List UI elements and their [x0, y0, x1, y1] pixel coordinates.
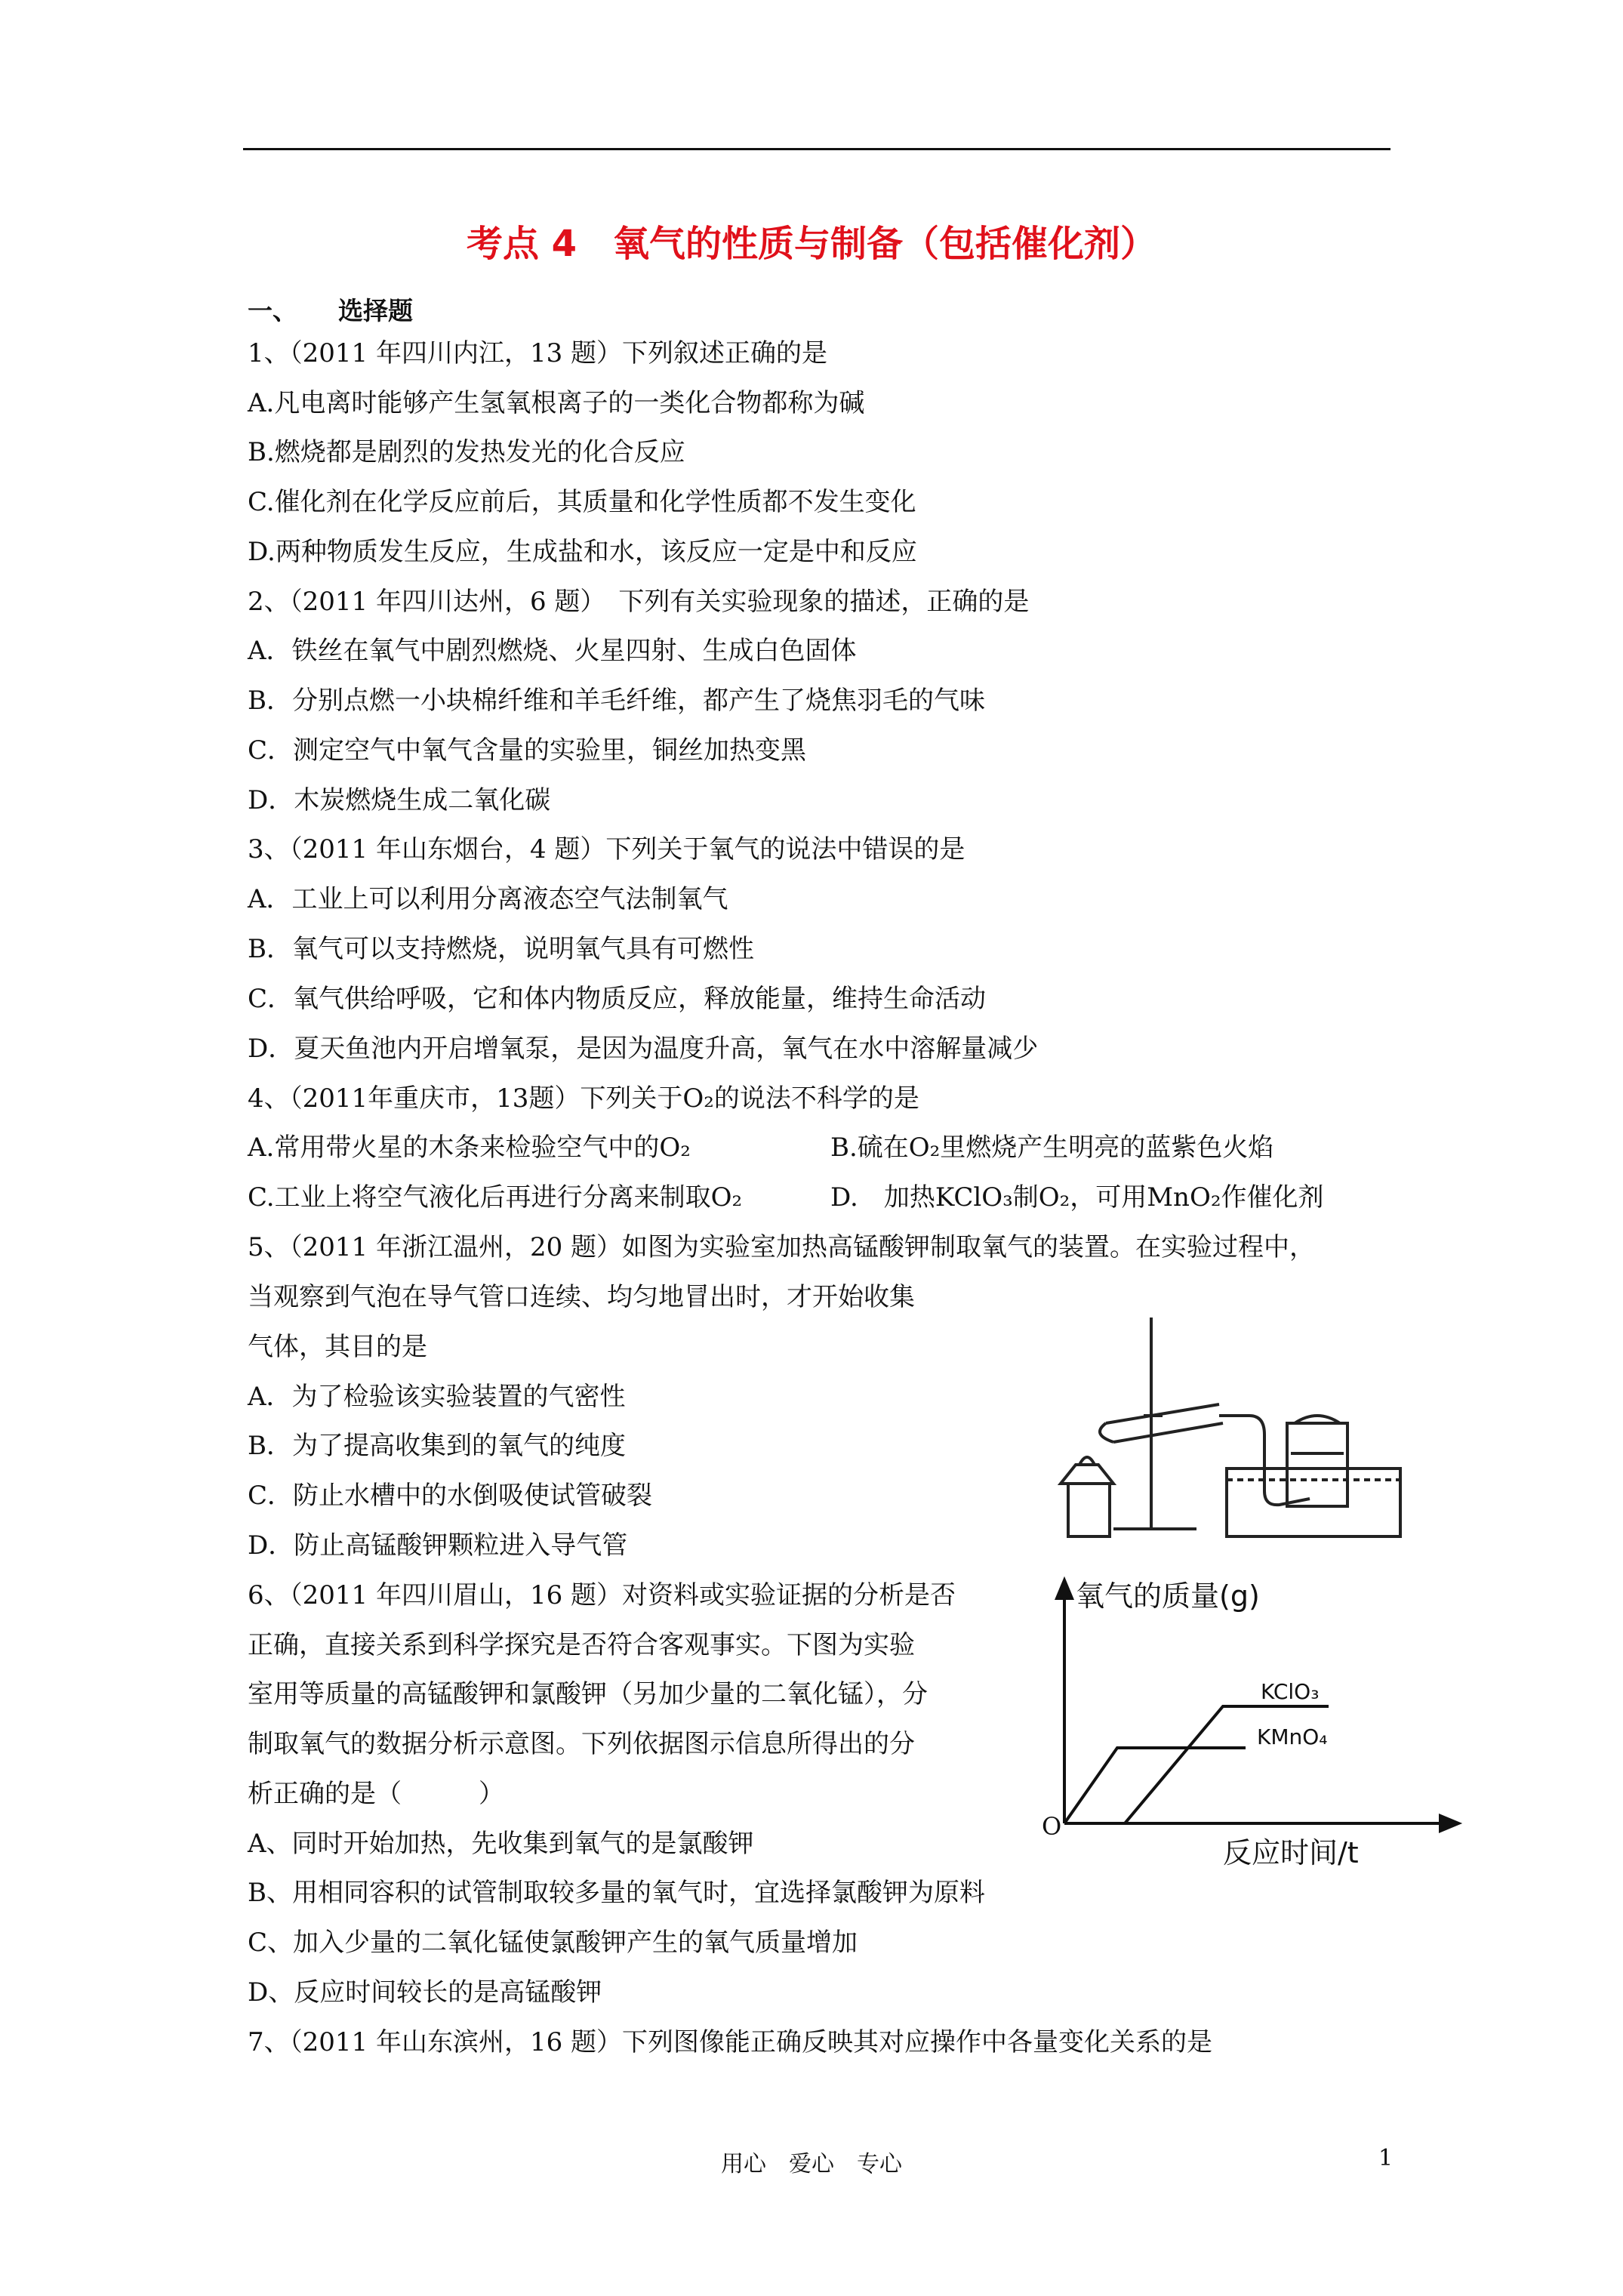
- footer-text: 用心 爱心 专心: [721, 2151, 902, 2177]
- q5-stem-line3: 气体，其目的是: [248, 1332, 427, 1362]
- kclo3-label: KClO₃: [1261, 1679, 1320, 1704]
- q1-option-b: B.燃烧都是剧烈的发热发光的化合反应: [248, 437, 685, 467]
- q2-option-b: B．分别点燃一小块棉纤维和羊毛纤维，都产生了烧焦羽毛的气味: [248, 686, 985, 716]
- q2-option-c: C．测定空气中氧气含量的实验里，铜丝加热变黑: [248, 735, 807, 766]
- section-label: 选择题: [338, 296, 413, 325]
- q1-option-d: D.两种物质发生反应，生成盐和水，该反应一定是中和反应: [248, 537, 917, 567]
- q1-option-a: A.凡电离时能够产生氢氧根离子的一类化合物都称为碱: [248, 388, 865, 418]
- section-heading: [248, 291, 413, 327]
- q6-stem-line4: 制取氧气的数据分析示意图。下列依据图示信息所得出的分: [248, 1729, 915, 1759]
- q5-option-c: C．防止水槽中的水倒吸使试管破裂: [248, 1481, 653, 1511]
- q6-option-d: D、反应时间较长的是高锰酸钾: [248, 1977, 602, 2008]
- q4-option-a: A.常用带火星的木条来检验空气中的O₂: [248, 1133, 691, 1163]
- q5-option-d: D．防止高锰酸钾颗粒进入导气管: [248, 1530, 628, 1561]
- q4-option-d: D. 加热KClO₃制O₂，可用MnO₂作催化剂: [830, 1182, 1324, 1213]
- x-axis-label: 反应时间/t: [1223, 1836, 1359, 1869]
- q1-stem: 1、（2011 年四川内江，13 题）下列叙述正确的是: [248, 338, 828, 368]
- q5-stem-line2: 当观察到气泡在导气管口连续、均匀地冒出时，才开始收集: [248, 1282, 915, 1312]
- q3-option-d: D．夏天鱼池内开启增氧泵，是因为温度升高，氧气在水中溶解量减少: [248, 1034, 1039, 1064]
- q2-stem: 2、（2011 年四川达州，6 题） 下列有关实验现象的描述，正确的是: [248, 587, 1030, 617]
- q4-option-b: B.硫在O₂里燃烧产生明亮的蓝紫色火焰: [830, 1133, 1274, 1163]
- q3-option-b: B．氧气可以支持燃烧，说明氧气具有可燃性: [248, 934, 754, 964]
- q5-option-b: B．为了提高收集到的氧气的纯度: [248, 1431, 626, 1461]
- q6-stem-line5: 析正确的是（ ）: [248, 1779, 504, 1809]
- q6-stem-line2: 正确，直接关系到科学探究是否符合客观事实。下图为实验: [248, 1630, 915, 1660]
- q3-option-a: A．工业上可以利用分离液态空气法制氧气: [248, 884, 728, 914]
- kmno4-label: KMnO₄: [1257, 1724, 1328, 1749]
- page-number: 1: [1378, 2145, 1394, 2171]
- q6-option-b: B、用相同容积的试管制取较多量的氧气时，宜选择氯酸钾为原料: [248, 1878, 985, 1908]
- header-rule: [243, 148, 1390, 150]
- y-axis-label: 氧气的质量(g): [1076, 1579, 1260, 1613]
- q6-stem-line3: 室用等质量的高锰酸钾和氯酸钾（另加少量的二氧化锰），分: [248, 1679, 928, 1709]
- oxygen-mass-graph: [1042, 1574, 1464, 1869]
- q4-stem: 4、（2011年重庆市，13题）下列关于O₂的说法不科学的是: [248, 1083, 919, 1114]
- origin-label: O: [1042, 1812, 1062, 1841]
- y-axis-arrow: [1057, 1580, 1072, 1598]
- q6-option-c: C、加入少量的二氧化锰使氯酸钾产生的氧气质量增加: [248, 1928, 858, 1958]
- q3-option-c: C．氧气供给呼吸，它和体内物质反应，释放能量，维持生命活动: [248, 984, 987, 1014]
- q7-stem: 7、（2011 年山东滨州，16 题）下列图像能正确反映其对应操作中各量变化关系的是: [248, 2027, 1213, 2057]
- q2-option-d: D．木炭燃烧生成二氧化碳: [248, 785, 551, 815]
- q3-stem: 3、（2011 年山东烟台，4 题）下列关于氧气的说法中错误的是: [248, 834, 965, 864]
- x-axis-arrow: [1440, 1816, 1458, 1831]
- q5-stem-line1: 5、（2011 年浙江温州，20 题）如图为实验室加热高锰酸钾制取氧气的装置。在实验过程中，: [248, 1232, 1316, 1262]
- q6-option-a: A、同时开始加热，先收集到氧气的是氯酸钾: [248, 1829, 754, 1859]
- apparatus-figure: [1038, 1302, 1461, 1552]
- q6-stem-line1: 6、（2011 年四川眉山，16 题）对资料或实验证据的分析是否: [248, 1580, 956, 1610]
- q2-option-a: A．铁丝在氧气中剧烈燃烧、火星四射、生成白色固体: [248, 636, 857, 666]
- page-title: 考点 4 氧气的性质与制备（包括催化剂）: [466, 223, 1157, 265]
- section-number: 一、: [248, 296, 297, 325]
- q5-option-a: A．为了检验该实验装置的气密性: [248, 1382, 626, 1412]
- q1-option-c: C.催化剂在化学反应前后，其质量和化学性质都不发生变化: [248, 487, 916, 517]
- q4-option-c: C.工业上将空气液化后再进行分离来制取O₂: [248, 1182, 743, 1213]
